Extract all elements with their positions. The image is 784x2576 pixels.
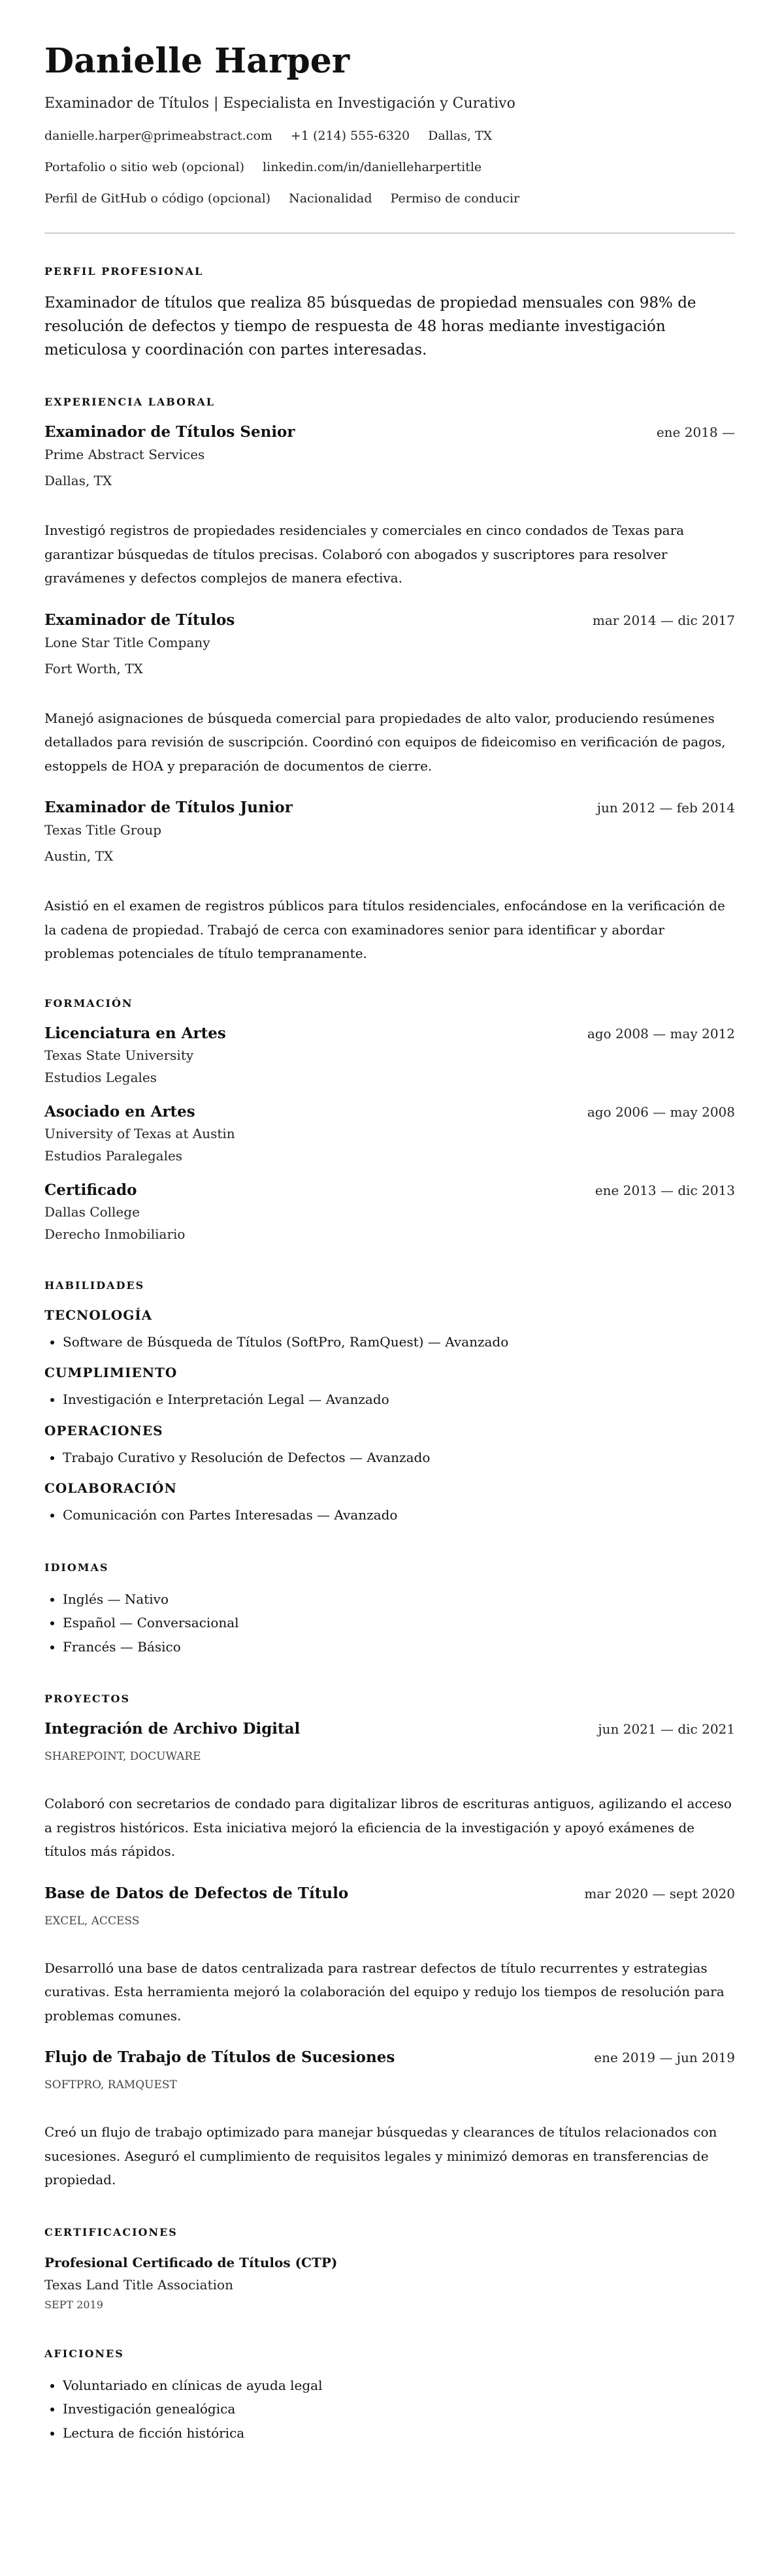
company: Lone Star Title Company <box>44 634 210 650</box>
project-description: Colaboró con secretarios de condado para digitalizar libros de escrituras antiguos, agilizando el acceso a registros históricos. Esta iniciativa mejoró la eficiencia de la investigación y apoyó exámenes de títulos más rápidos. <box>44 1796 732 1859</box>
drivers-license: Permiso de conducir <box>390 191 520 206</box>
project-description: Creó un flujo de trabajo optimizado para manejar búsquedas y clearances de títulos relacionados con sucesiones. Aseguró el cumplimiento de requisitos legales y minimizó demoras en transferencias de propiedad. <box>44 2124 717 2187</box>
skill-item: • Software de Búsqueda de Títulos (SoftPro, RamQuest) — Avanzado <box>63 1330 735 1354</box>
project-dates: ene 2019 — jun 2019 <box>594 2050 735 2065</box>
contact-row <box>44 158 735 176</box>
section-heading: AFICIONES <box>44 2347 124 2360</box>
company: Prime Abstract Services <box>44 447 205 462</box>
job-dates: ene 2018 — <box>656 424 735 440</box>
candidate-name: Danielle Harper <box>44 41 350 81</box>
job-entry <box>44 797 735 966</box>
contact-row <box>44 127 735 145</box>
portfolio-link[interactable]: Portafolio o sitio web (opcional) <box>44 160 245 174</box>
skill-item: • Comunicación con Partes Interesadas — Avanzado <box>63 1503 735 1527</box>
hobbies-section <box>44 2346 735 2445</box>
school: Dallas College <box>44 1203 140 1220</box>
project-description: Desarrolló una base de datos centralizada para rastrear defectos de título recurrentes y estrategias curativas. Esta herramienta mejoró la colaboración del equipo y redujo los tiempos de resolución para problemas comunes. <box>44 1960 725 2024</box>
skill-item: • Trabajo Curativo y Resolución de Defectos — Avanzado <box>63 1446 735 1470</box>
education-dates: ene 2013 — dic 2013 <box>595 1182 735 1198</box>
contact-row <box>44 189 735 208</box>
education-entry <box>44 1102 735 1167</box>
project-dates: jun 2021 — dic 2021 <box>598 1721 735 1737</box>
job-dates: jun 2012 — feb 2014 <box>596 800 735 816</box>
job-dates: mar 2014 — dic 2017 <box>592 612 735 628</box>
language-item: • Español — Conversacional <box>63 1611 735 1635</box>
skill-item: • Investigación e Interpretación Legal — Avanzado <box>63 1388 735 1412</box>
education-entry <box>44 1023 735 1089</box>
job-description: Manejó asignaciones de búsqueda comercial para propiedades de alto valor, produciendo resúmenes detallados para revisión de suscripción. Coordinó con equipos de fideicomiso en verificación de pagos, estoppels de HOA y preparación de documentos de cierre. <box>44 710 726 774</box>
skill-category: OPERACIONES <box>44 1422 163 1439</box>
education-entry <box>44 1180 735 1245</box>
field-of-study: Estudios Legales <box>44 1069 157 1085</box>
section-heading: HABILIDADES <box>44 1279 145 1292</box>
project-entry <box>44 1883 735 2028</box>
projects-section <box>44 1691 735 2192</box>
job-entry <box>44 422 735 590</box>
location: Dallas, TX <box>428 129 493 143</box>
section-heading: EXPERIENCIA LABORAL <box>44 396 216 408</box>
linkedin-link[interactable]: linkedin.com/in/danielleharpertitle <box>263 160 482 174</box>
certification-date: SEPT 2019 <box>44 2298 103 2311</box>
phone: +1 (214) 555-6320 <box>290 129 410 143</box>
project-title: Integración de Archivo Digital <box>44 1720 301 1738</box>
project-entry <box>44 2047 735 2192</box>
job-entry <box>44 610 735 778</box>
hobby-item: • Lectura de ficción histórica <box>63 2421 735 2445</box>
degree: Certificado <box>44 1181 137 1199</box>
education-section <box>44 996 735 1245</box>
education-dates: ago 2006 — may 2008 <box>587 1104 735 1120</box>
hobby-item: • Voluntariado en clínicas de ayuda legal <box>63 2374 735 2398</box>
github-link[interactable]: Perfil de GitHub o código (opcional) <box>44 191 271 206</box>
summary-text: Examinador de títulos que realiza 85 búsquedas de propiedad mensuales con 98% de resolución de defectos y tiempo de respuesta de 48 horas mediante investigación meticulosa y coordinación con partes interesadas. <box>44 294 696 358</box>
section-heading: FORMACIÓN <box>44 996 133 1010</box>
project-tags: EXCEL, ACCESS <box>44 1914 140 1928</box>
project-tags: SHAREPOINT, DOCUWARE <box>44 1750 201 1763</box>
job-location: Fort Worth, TX <box>44 660 143 676</box>
company: Texas Title Group <box>44 822 162 838</box>
job-description: Asistió en el examen de registros públicos para títulos residenciales, enfocándose en la verificación de la cadena de propiedad. Trabajó de cerca con examinadores senior para identificar y abordar problemas potenciales de título tempranamente. <box>44 898 725 961</box>
skill-category: CUMPLIMIENTO <box>44 1365 178 1380</box>
certification-name: Profesional Certificado de Títulos (CTP) <box>44 2254 338 2270</box>
headline: Examinador de Títulos | Especialista en Investigación y Curativo <box>44 95 515 112</box>
section-heading: CERTIFICACIONES <box>44 2225 178 2238</box>
hobby-item: • Investigación genealógica <box>63 2397 735 2421</box>
job-location: Dallas, TX <box>44 473 112 488</box>
resume-header <box>44 38 735 208</box>
degree: Licenciatura en Artes <box>44 1024 226 1042</box>
project-dates: mar 2020 — sept 2020 <box>584 1885 735 1901</box>
job-title: Examinador de Títulos <box>44 611 235 629</box>
header-divider <box>44 232 735 234</box>
project-tags: SOFTPRO, RAMQUEST <box>44 2078 177 2091</box>
skill-category: COLABORACIÓN <box>44 1480 177 1496</box>
job-title: Examinador de Títulos Senior <box>44 423 295 441</box>
email-link[interactable]: danielle.harper@primeabstract.com <box>44 129 272 143</box>
section-heading: PERFIL PROFESIONAL <box>44 265 204 278</box>
project-title: Base de Datos de Defectos de Título <box>44 1884 349 1902</box>
certification-issuer: Texas Land Title Association <box>44 2276 233 2293</box>
section-heading: IDIOMAS <box>44 1561 109 1574</box>
job-location: Austin, TX <box>44 848 114 864</box>
summary-section <box>44 264 735 362</box>
job-title: Examinador de Títulos Junior <box>44 799 293 816</box>
language-item: • Inglés — Nativo <box>63 1587 735 1612</box>
degree: Asociado en Artes <box>44 1102 195 1121</box>
nationality: Nacionalidad <box>289 191 372 206</box>
languages-section <box>44 1560 735 1659</box>
school: University of Texas at Austin <box>44 1125 235 1141</box>
experience-section <box>44 394 735 966</box>
project-entry <box>44 1719 735 1864</box>
field-of-study: Estudios Paralegales <box>44 1147 183 1164</box>
certifications-section <box>44 2225 735 2314</box>
education-dates: ago 2008 — may 2012 <box>587 1025 735 1042</box>
field-of-study: Derecho Inmobiliario <box>44 1226 186 1242</box>
skills-section <box>44 1278 735 1527</box>
language-item: • Francés — Básico <box>63 1635 735 1659</box>
school: Texas State University <box>44 1047 194 1063</box>
project-title: Flujo de Trabajo de Títulos de Sucesiones <box>44 2048 395 2066</box>
skill-category: TECNOLOGÍA <box>44 1307 153 1323</box>
section-heading: PROYECTOS <box>44 1693 131 1705</box>
job-description: Investigó registros de propiedades residenciales y comerciales en cinco condados de Texas para garantizar búsquedas de títulos precisas. Colaboró con abogados y suscriptores para resolver gravámenes y defectos complejos de manera efectiva. <box>44 522 685 586</box>
